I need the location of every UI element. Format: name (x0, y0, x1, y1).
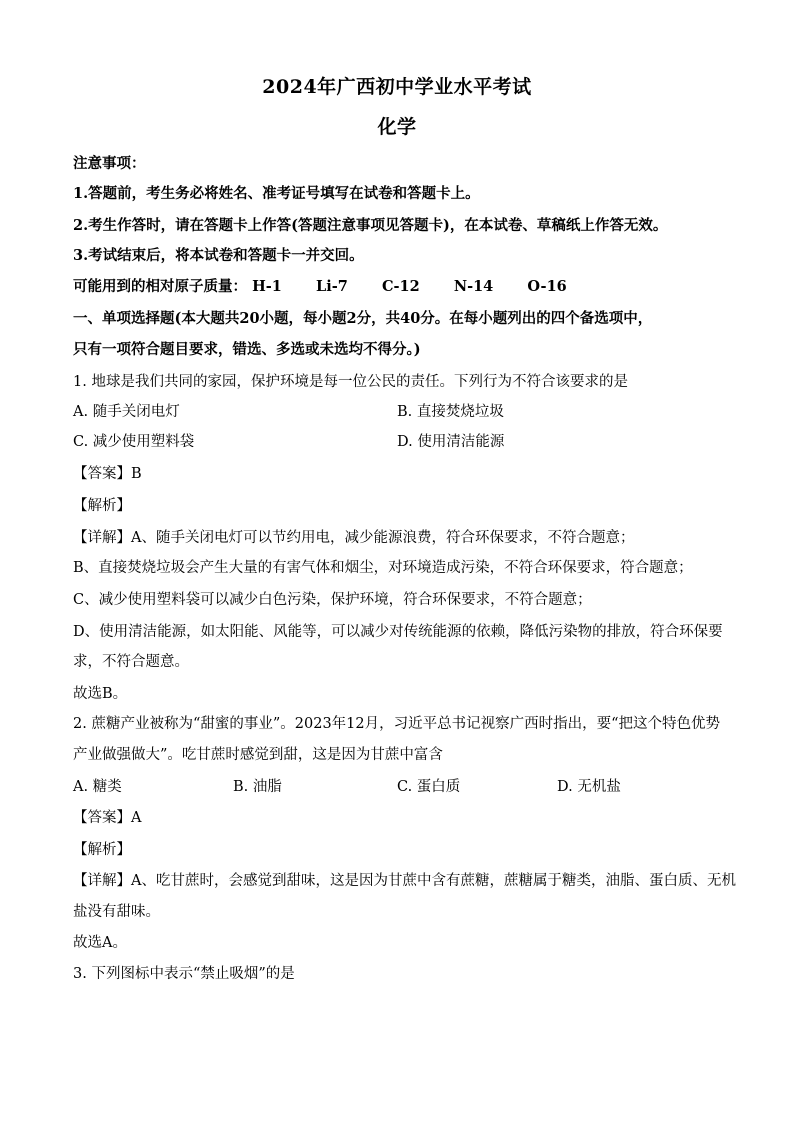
q2-detail-line-2: 盐没有甜味。 (73, 904, 160, 920)
atomic-mass-n: N-14 (453, 278, 494, 295)
q2-option-c: C. 蛋白质 (397, 779, 461, 795)
q1-analysis-tag: 【解析】 (73, 498, 131, 514)
q2-option-b: B. 油脂 (233, 779, 282, 795)
q1-detail-tag: 【详解】 (73, 530, 131, 546)
atomic-mass-row (73, 275, 567, 296)
q2-conclusion: 故选A。 (73, 935, 127, 951)
q3-stem: 3. 下列图标中表示“禁止吸烟”的是 (73, 966, 295, 982)
atomic-mass-o: O-16 (527, 278, 567, 295)
atomic-mass-label: 可能用到的相对原子质量： (73, 278, 247, 295)
q2-option-a: A. 糖类 (73, 779, 122, 795)
q2-answer-tag: 【答案】 (73, 810, 131, 826)
q1-detail-line-2: B、直接焚烧垃圾会产生大量的有害气体和烟尘，对环境造成污染，不符合环保要求，符合题意； (73, 560, 693, 576)
q1-option-b: B. 直接焚烧垃圾 (397, 404, 504, 420)
atomic-mass-c: C-12 (381, 278, 420, 295)
q2-detail-text-1: A、吃甘蔗时，会感觉到甜味，这是因为甘蔗中含有蔗糖，蔗糖属于糖类，油脂、蛋白质、无机 (131, 873, 736, 889)
subject-title: 化学 (377, 116, 417, 138)
q1-conclusion: 故选B。 (73, 686, 128, 702)
section1-heading-line2: 只有一项符合题目要求，错选、多选或未选均不得分。) (73, 341, 421, 358)
q1-option-c: C. 减少使用塑料袋 (73, 434, 195, 450)
q1-detail-line-4: D、使用清洁能源，如太阳能、风能等，可以减少对传统能源的依赖，降低污染物的排放，符合环保要 (73, 624, 723, 640)
q2-option-d: D. 无机盐 (557, 779, 621, 795)
q2-detail-tag: 【详解】 (73, 873, 131, 889)
q2-analysis-tag: 【解析】 (73, 842, 131, 858)
notice-heading: 注意事项： (73, 155, 146, 172)
q2-answer (73, 806, 141, 827)
q2-stem-line-2: 产业做强做大”。吃甘蔗时感觉到甜，这是因为甘蔗中富含 (73, 747, 443, 763)
notice-item-3: 3.考试结束后，将本试卷和答题卡一并交回。 (73, 247, 364, 264)
q1-stem: 1. 地球是我们共同的家园，保护环境是每一位公民的责任。下列行为不符合该要求的是 (73, 374, 628, 390)
q1-detail-line-5: 求，不符合题意。 (73, 654, 189, 670)
notice-item-1: 1.答题前，考生务必将姓名、准考证号填写在试卷和答题卡上。 (73, 185, 480, 202)
q1-detail-text-1: A、随手关闭电灯可以节约用电，减少能源浪费，符合环保要求，不符合题意； (131, 530, 635, 546)
atomic-mass-h: H-1 (252, 278, 282, 295)
q1-answer-value: B (131, 466, 142, 482)
q2-answer-value: A (131, 810, 142, 826)
q1-answer-tag: 【答案】 (73, 466, 131, 482)
exam-title: 2024年广西初中学业水平考试 (262, 76, 532, 98)
q2-detail-line-1 (73, 869, 736, 890)
q1-option-a: A. 随手关闭电灯 (73, 404, 180, 420)
section1-heading-line1: 一、单项选择题(本大题共20小题，每小题2分，共40分。在每小题列出的四个备选项中， (73, 310, 653, 327)
notice-item-2: 2.考生作答时，请在答题卡上作答(答题注意事项见答题卡)，在本试卷、草稿纸上作答无效。 (73, 217, 668, 234)
q1-answer (73, 462, 142, 483)
q1-detail-line-1 (73, 526, 634, 547)
q1-option-d: D. 使用清洁能源 (397, 434, 505, 450)
atomic-mass-li: Li-7 (316, 278, 348, 295)
q2-stem-line-1: 2. 蔗糖产业被称为“甜蜜的事业”。2023年12月，习近平总书记视察广西时指出，要“把这个特色优势 (73, 716, 721, 732)
q1-detail-line-3: C、减少使用塑料袋可以减少白色污染，保护环境，符合环保要求，不符合题意； (73, 592, 592, 608)
